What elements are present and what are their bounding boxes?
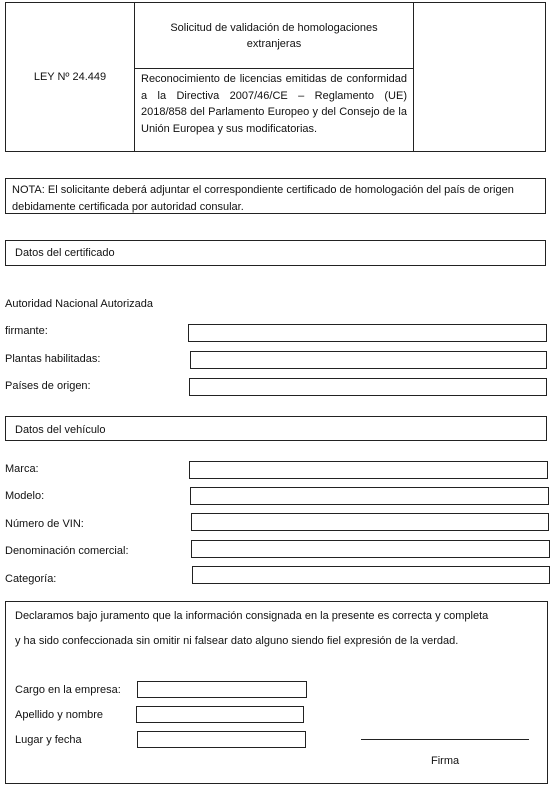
authority-field[interactable] — [188, 324, 547, 342]
certificate-section-header — [5, 240, 546, 266]
note-text: NOTA: El solicitante deberá adjuntar el correspondiente certificado de homologación del país de origen debidamente certificada por autoridad consular. — [12, 184, 514, 213]
countries-field[interactable] — [189, 378, 547, 396]
position-label: Cargo en la empresa: — [15, 684, 121, 696]
authority-label-continued: firmante: — [5, 325, 48, 337]
vehicle-section-title: Datos del vehículo — [15, 424, 106, 436]
commercial-name-field[interactable] — [191, 540, 550, 558]
brand-field[interactable] — [189, 461, 548, 479]
vin-field[interactable] — [191, 513, 549, 531]
plants-label: Plantas habilitadas: — [5, 353, 101, 365]
law-cell — [6, 3, 135, 151]
commercial-name-label: Denominación comercial: — [5, 545, 129, 557]
vin-label: Número de VIN: — [5, 518, 84, 530]
signature-line — [361, 739, 529, 740]
name-label: Apellido y nombre — [15, 709, 104, 721]
authority-label: Autoridad Nacional Autorizada — [5, 298, 153, 310]
vehicle-section-header — [5, 416, 547, 441]
model-label: Modelo: — [5, 490, 45, 502]
signature-label: Firma — [431, 755, 460, 767]
place-date-label: Lugar y fecha — [15, 734, 82, 746]
form-title: Solicitud de validación de homologaciones extranjeras — [170, 22, 378, 50]
plants-field[interactable] — [190, 351, 547, 369]
description-cell — [135, 69, 414, 151]
certificate-section-title: Datos del certificado — [15, 247, 115, 259]
title-cell — [135, 3, 414, 69]
category-field[interactable] — [192, 566, 550, 584]
declaration-text-line2: y ha sido confeccionada sin omitir ni falsear dato alguno siendo fiel expresión de la verdad. — [15, 635, 459, 647]
declaration-box — [5, 601, 548, 784]
form-description: Reconocimiento de licencias emitidas de conformidad a la Directiva 2007/46/CE – Reglamento (UE) 2018/858 del Parlamento Europeo y del Consejo de la Unión Europea y sus modificatorias. — [141, 73, 407, 135]
declaration-text-line1: Declaramos bajo juramento que la información consignada en la presente es correcta y completa — [15, 610, 489, 622]
position-field[interactable] — [137, 681, 307, 698]
law-number: LEY Nº 24.449 — [33, 71, 107, 83]
name-field[interactable] — [136, 706, 304, 723]
countries-label: Países de origen: — [5, 380, 91, 392]
brand-label: Marca: — [5, 463, 39, 475]
model-field[interactable] — [190, 487, 549, 505]
header-table — [5, 2, 546, 152]
note-box — [5, 178, 546, 214]
place-date-field[interactable] — [137, 731, 306, 748]
category-label: Categoría: — [5, 573, 57, 585]
